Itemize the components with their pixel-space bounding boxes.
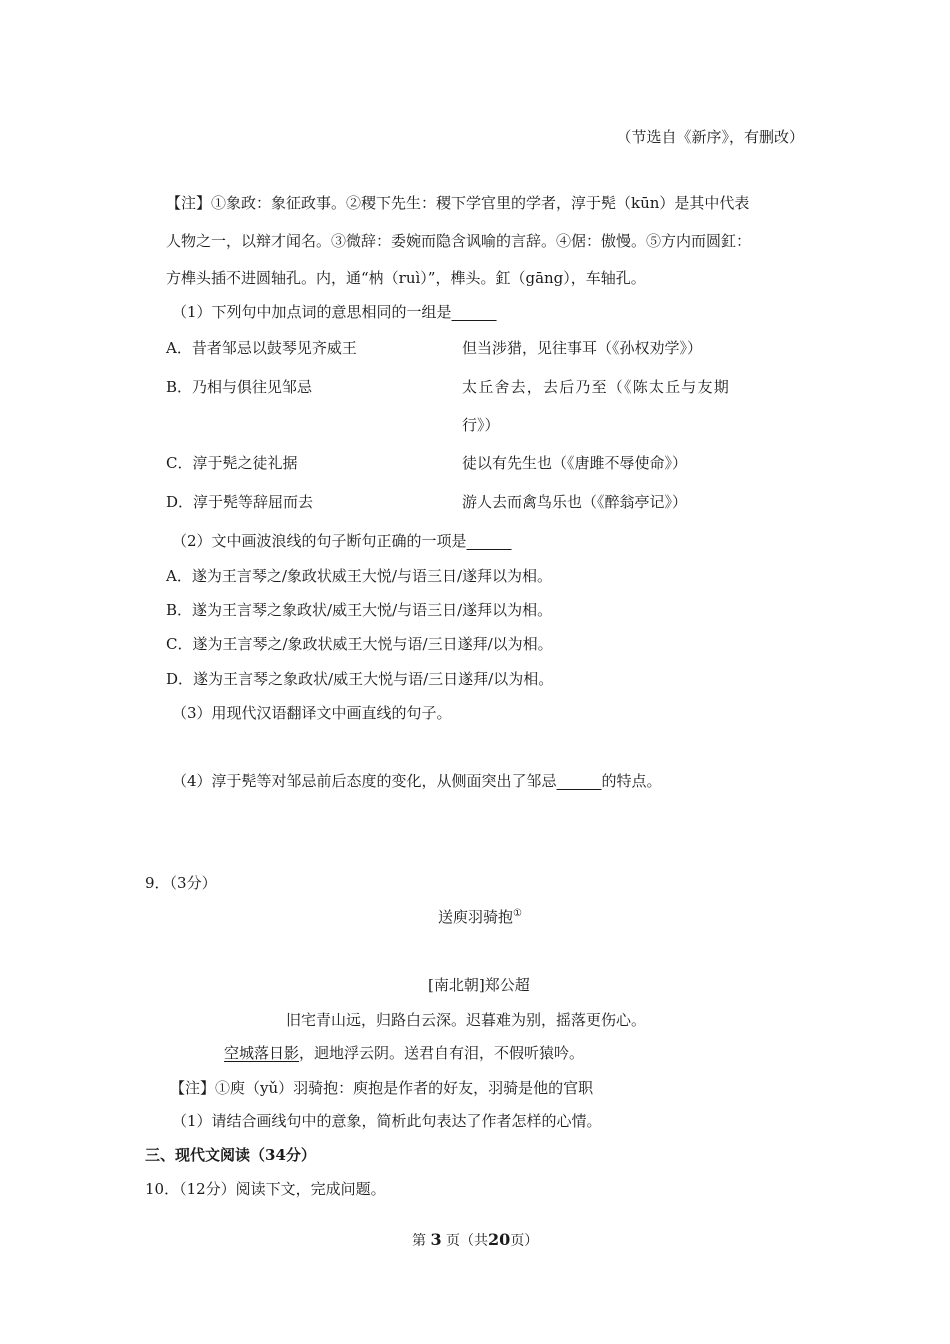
- question-3: （3）用现代汉语翻译文中画直线的句子。: [172, 704, 452, 722]
- q1-option-a-right: 但当涉猎，见往事耳（《孙权劝学》）: [462, 339, 703, 357]
- note-line-3: 方榫头插不进圆轴孔。内，通“枘（ruì）”，榫头。釭（gāng），车轴孔。: [166, 269, 646, 287]
- question-10: 10．（12分）阅读下文，完成问题。: [145, 1180, 386, 1198]
- footnote-marker: ①: [513, 908, 522, 919]
- q1-option-d-right: 游人去而禽鸟乐也（《醉翁亭记》）: [462, 493, 688, 511]
- q1-option-d-left: D．淳于髡等辞屈而去: [166, 493, 314, 511]
- poem-line-1: 旧宅青山远，归路白云深。迟暮难为别，摇落更伤心。: [286, 1011, 647, 1029]
- note-line-2: 人物之一，以辩才闻名。③微辞：委婉而隐含讽喻的言辞。④倨：傲慢。⑤方内而圆釭：: [166, 232, 752, 250]
- q2-option-d: D．遂为王言琴之象政状/威王大悦与语/三日遂拜/以为相。: [166, 670, 554, 688]
- q1-option-b-right-cont: 行》）: [462, 416, 500, 434]
- section-3-heading: 三、现代文阅读（34分）: [145, 1146, 316, 1164]
- total-page-number: 20: [488, 1230, 511, 1249]
- answer-blank: ______: [451, 303, 497, 321]
- q1-option-c-right: 徒以有先生也（《唐雎不辱使命》）: [462, 454, 688, 472]
- note-line-1: 【注】①象政：象征政事。②稷下先生：稷下学官里的学者，淳于髡（kūn）是其中代表: [166, 194, 750, 212]
- source-citation: （节选自《新序》，有删改）: [616, 128, 804, 146]
- current-page-number: 3: [430, 1230, 442, 1249]
- question-9-head: 9．（3分）: [145, 874, 217, 892]
- q2-option-c: C．遂为王言琴之/象政状威王大悦与语/三日遂拜/以为相。: [166, 635, 553, 653]
- poem-title: 送庾羽骑抱①: [438, 908, 522, 926]
- question-2-stem: （2）文中画波浪线的句子断句正确的一项是______: [172, 532, 512, 550]
- poem-line-2: 空城落日影，迥地浮云阴。送君自有泪，不假听猿吟。: [224, 1044, 585, 1062]
- question-1-stem: （1）下列句中加点词的意思相同的一组是______: [172, 303, 497, 321]
- q1-option-a-left: A．昔者邹忌以鼓琴见齐威王: [166, 339, 357, 357]
- poem-author: [南北朝]郑公超: [428, 976, 530, 994]
- poem-note: 【注】①庾（yǔ）羽骑抱：庾抱是作者的好友，羽骑是他的官职: [170, 1079, 594, 1097]
- question-4: （4）淳于髡等对邹忌前后态度的变化，从侧面突出了邹忌______的特点。: [172, 772, 662, 790]
- question-9-sub-1: （1）请结合画线句中的意象，简析此句表达了作者怎样的心情。: [172, 1112, 602, 1130]
- answer-blank: ______: [556, 772, 602, 790]
- answer-blank: ______: [466, 532, 512, 550]
- q2-option-a: A．遂为王言琴之/象政状威王大悦/与语三日/遂拜以为相。: [166, 567, 552, 585]
- q1-option-c-left: C．淳于髡之徒礼据: [166, 454, 298, 472]
- underlined-phrase: 空城落日影: [224, 1044, 300, 1062]
- q1-option-b-right: 太丘舍去，去后乃至（《陈太丘与友期: [462, 378, 730, 396]
- q1-option-b-left: B．乃相与俱往见邹忌: [166, 378, 313, 396]
- page-footer: 第 3 页（共20页）: [412, 1230, 539, 1249]
- q2-option-b: B．遂为王言琴之象政状/威王大悦/与语三日/遂拜以为相。: [166, 601, 553, 619]
